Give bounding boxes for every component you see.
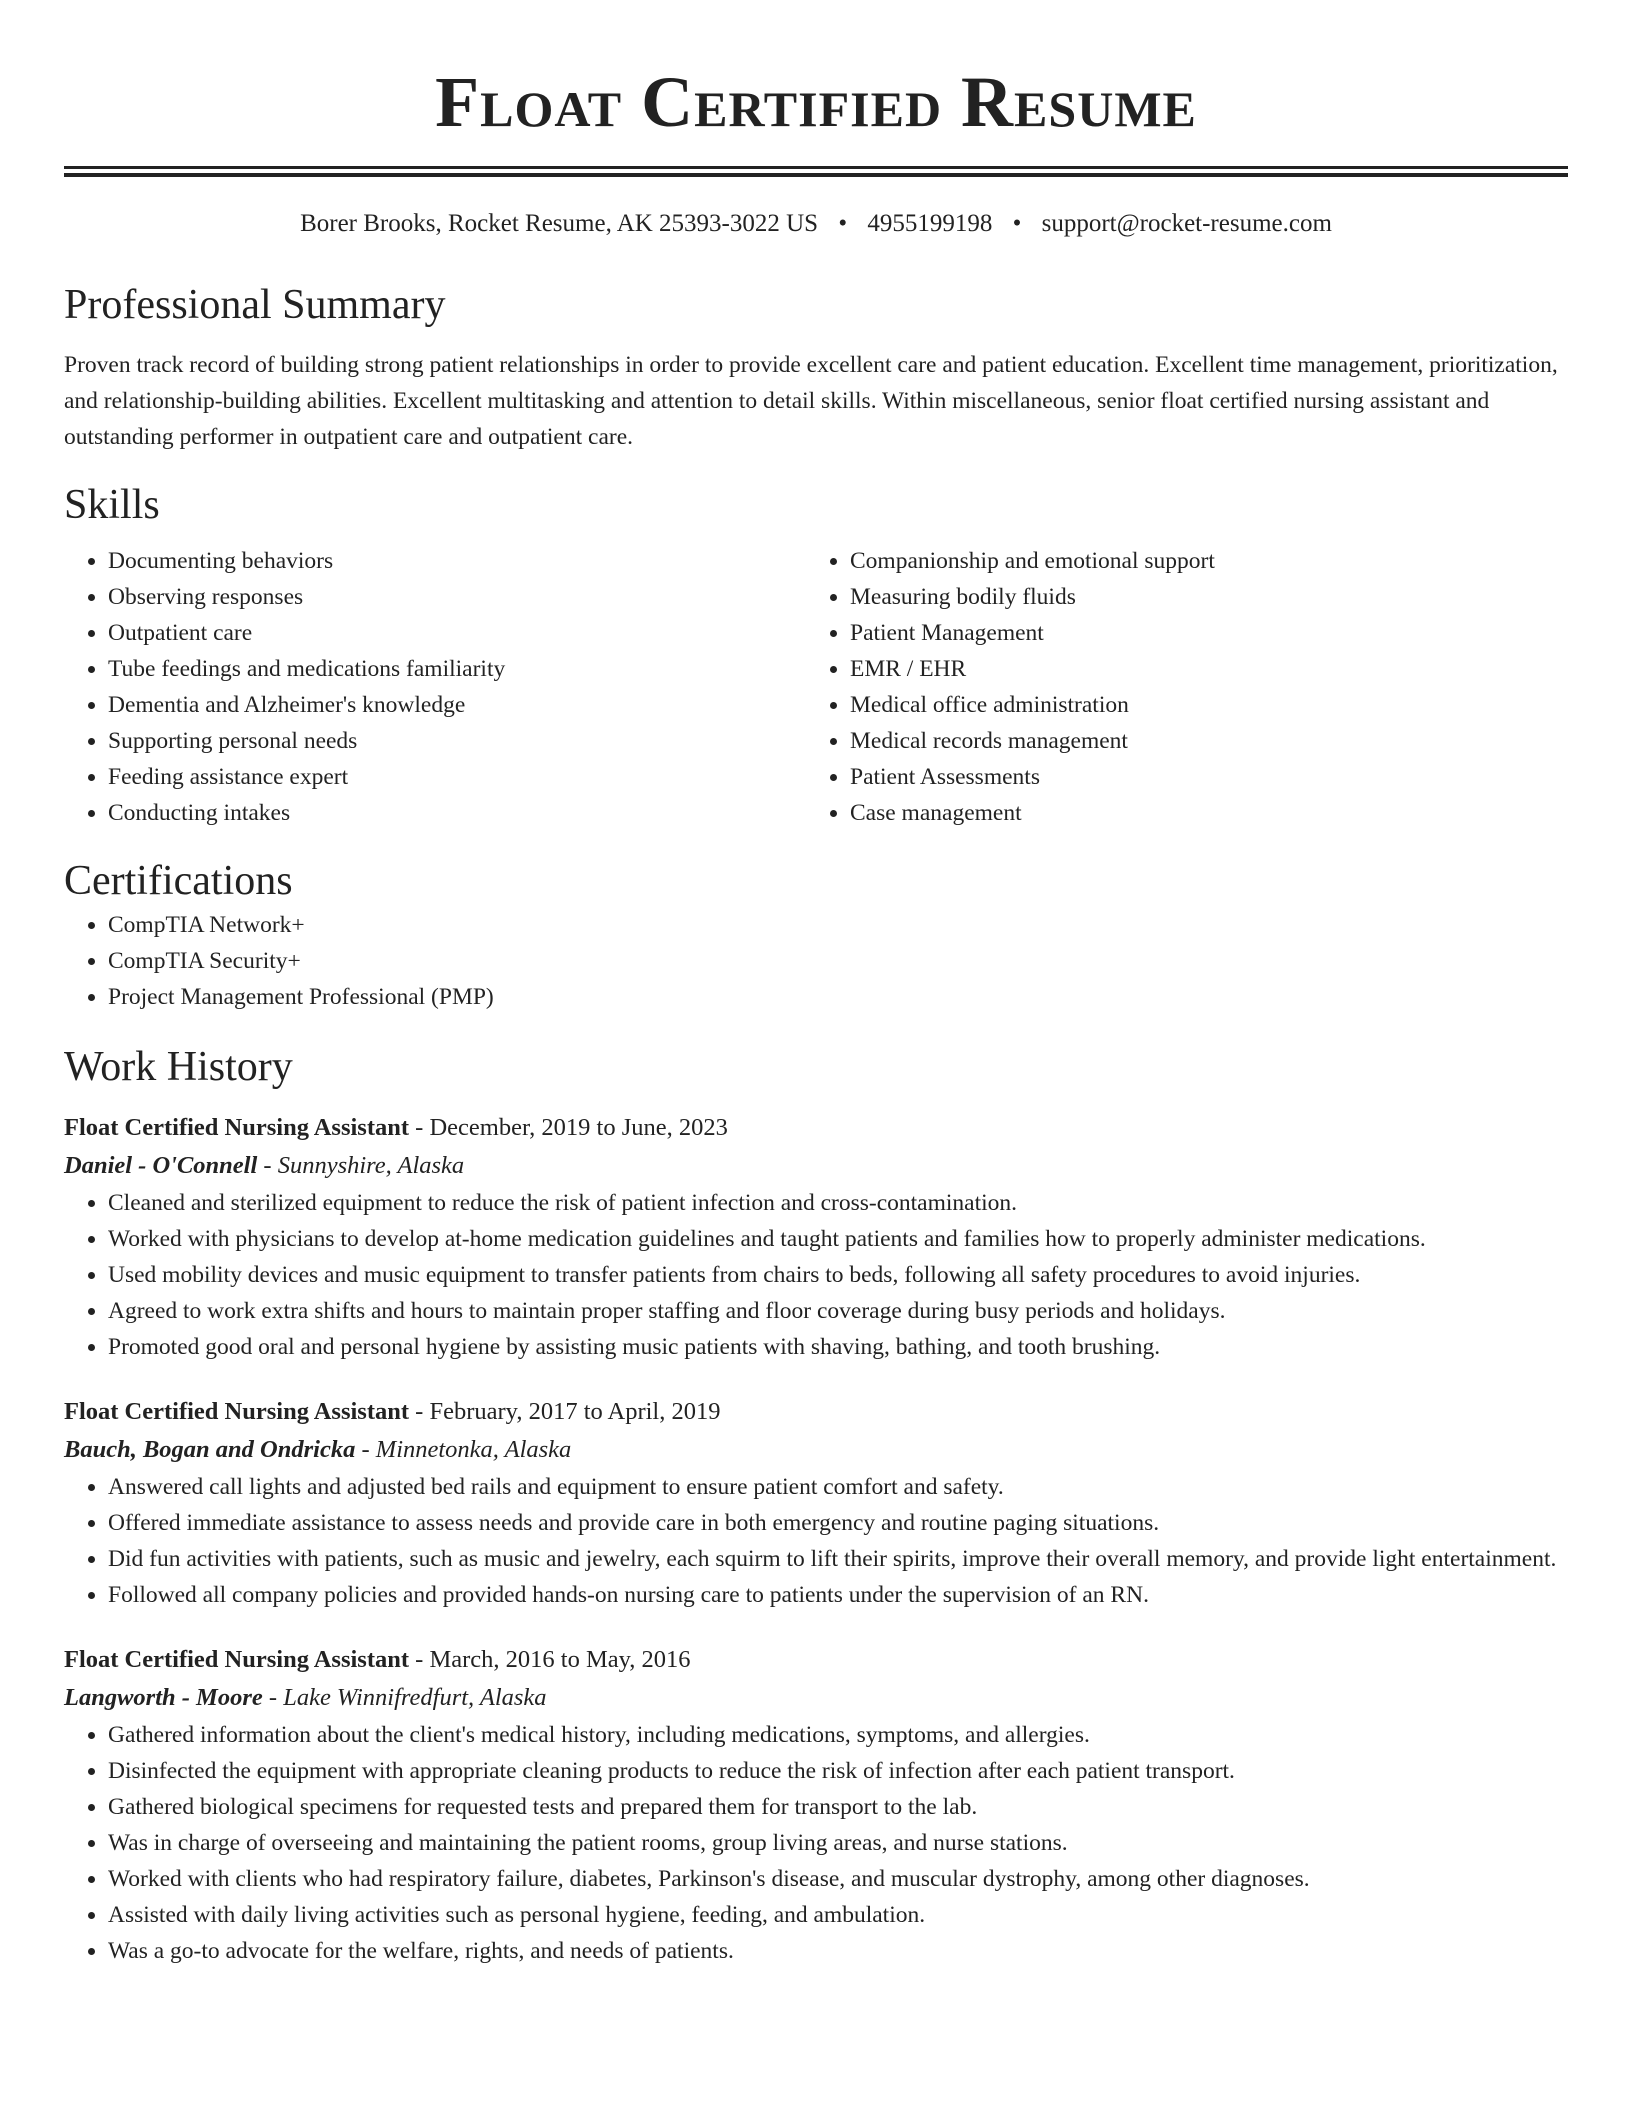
job-location: Sunnyshire, Alaska [277, 1152, 465, 1179]
title-divider [64, 166, 1568, 177]
job-location: Minnetonka, Alaska [375, 1436, 572, 1463]
job-dash: - [257, 1152, 278, 1179]
job-duty: • Used mobility devices and music equipment to transfer patients from chairs to beds, following all safety procedures to avoid injuries. [108, 1257, 1568, 1293]
job-entry [64, 1109, 1568, 1365]
job-duty: • Cleaned and sterilized equipment to reduce the risk of patient infection and cross-contamination. [108, 1185, 1568, 1221]
job-duty: • Was in charge of overseeing and maintaining the patient rooms, group living areas, and nurse stations. [108, 1825, 1568, 1861]
job-duty: • Answered call lights and adjusted bed rails and equipment to ensure patient comfort and safety. [108, 1469, 1568, 1505]
job-employer-line [64, 1431, 1568, 1469]
skill-item: • Medical office administration [850, 687, 1548, 723]
summary-text: Proven track record of building strong patient relationships in order to provide excellent care and patient education. Excellent time management, prioritization, and relationship-building abilities. Excellent multitasking and attention to detail skills. Within miscellaneous, senior float certified nursing assistant and outstanding performer in outpatient care and outpatient care. [64, 352, 1558, 450]
job-employer: Daniel - O'Connell [64, 1152, 258, 1179]
job-title-line [64, 1393, 1568, 1431]
job-dash: - [355, 1436, 376, 1463]
job-duty: • Worked with physicians to develop at-home medication guidelines and taught patients and families how to properly administer medications. [108, 1221, 1568, 1257]
job-duty: • Followed all company policies and provided hands-on nursing care to patients under the supervision of an RN. [108, 1577, 1568, 1613]
certifications-list [64, 907, 1568, 1015]
job-entry [64, 1641, 1568, 1969]
job-duties-list [64, 1185, 1568, 1365]
contact-line [64, 207, 1568, 241]
skill-item: • Companionship and emotional support [850, 543, 1548, 579]
job-duty: • Assisted with daily living activities such as personal hygiene, feeding, and ambulation. [108, 1897, 1568, 1933]
certifications-heading: Certifications [64, 858, 293, 904]
skills-column-right [806, 543, 1548, 831]
skills-heading: Skills [64, 482, 160, 528]
skill-item: • Measuring bodily fluids [850, 579, 1548, 615]
job-duties-list [64, 1469, 1568, 1613]
skill-item: • Outpatient care [108, 615, 806, 651]
skills-list [64, 543, 1568, 831]
job-dash: - [262, 1684, 284, 1711]
job-duty: • Gathered biological specimens for requested tests and prepared them for transport to the lab. [108, 1789, 1568, 1825]
job-duty: • Did fun activities with patients, such as music and jewelry, each squirm to lift their spirits, improve their overall memory, and provide light entertainment. [108, 1541, 1568, 1577]
job-title: Float Certified Nursing Assistant [64, 1114, 410, 1141]
job-dash: - [409, 1398, 430, 1425]
job-employer-line [64, 1679, 1568, 1717]
skill-item: • Dementia and Alzheimer's knowledge [108, 687, 806, 723]
job-dates: March, 2016 to May, 2016 [429, 1646, 691, 1673]
skill-item: • EMR / EHR [850, 651, 1548, 687]
job-dates: February, 2017 to April, 2019 [429, 1398, 721, 1425]
resume-title: Float Certified Resume [435, 62, 1197, 142]
skill-item: • Supporting personal needs [108, 723, 806, 759]
skill-item: • Feeding assistance expert [108, 759, 806, 795]
job-duty: • Worked with clients who had respiratory failure, diabetes, Parkinson's disease, and muscular dystrophy, among other diagnoses. [108, 1861, 1568, 1897]
skill-item: • Tube feedings and medications familiarity [108, 651, 806, 687]
contact-separator: • [1012, 210, 1022, 237]
summary-heading: Professional Summary [64, 282, 446, 328]
job-duty: • Gathered information about the client's medical history, including medications, symptoms, and allergies. [108, 1717, 1568, 1753]
job-title: Float Certified Nursing Assistant [64, 1398, 410, 1425]
skill-item: • Medical records management [850, 723, 1548, 759]
job-employer: Bauch, Bogan and Ondricka [64, 1436, 356, 1463]
job-location: Lake Winnifredfurt, Alaska [283, 1684, 547, 1711]
job-entry [64, 1393, 1568, 1613]
contact-separator: • [838, 210, 848, 237]
job-duty: • Agreed to work extra shifts and hours to maintain proper staffing and floor coverage during busy periods and holidays. [108, 1293, 1568, 1329]
skill-item: • Patient Management [850, 615, 1548, 651]
job-duty: • Disinfected the equipment with appropriate cleaning products to reduce the risk of infection after each patient transport. [108, 1753, 1568, 1789]
job-duties-list [64, 1717, 1568, 1969]
certification-item: • Project Management Professional (PMP) [108, 979, 1568, 1015]
certification-item: • CompTIA Security+ [108, 943, 1568, 979]
skill-item: • Patient Assessments [850, 759, 1548, 795]
job-dash: - [409, 1646, 430, 1673]
job-dash: - [409, 1114, 430, 1141]
skill-item: • Case management [850, 795, 1548, 831]
skill-item: • Documenting behaviors [108, 543, 806, 579]
job-employer: Langworth - Moore [64, 1684, 263, 1711]
job-title-line [64, 1109, 1568, 1147]
job-title: Float Certified Nursing Assistant [64, 1646, 410, 1673]
resume-page [64, 0, 1568, 1969]
certification-item: • CompTIA Network+ [108, 907, 1568, 943]
skills-column-left [64, 543, 806, 831]
contact-email: support@rocket-resume.com [1041, 210, 1332, 237]
skill-item: • Conducting intakes [108, 795, 806, 831]
skill-item: • Observing responses [108, 579, 806, 615]
job-title-line [64, 1641, 1568, 1679]
job-duty: • Promoted good oral and personal hygiene by assisting music patients with shaving, bathing, and tooth brushing. [108, 1329, 1568, 1365]
job-duty: • Offered immediate assistance to assess needs and provide care in both emergency and routine paging situations. [108, 1505, 1568, 1541]
job-duty: • Was a go-to advocate for the welfare, rights, and needs of patients. [108, 1933, 1568, 1969]
job-employer-line [64, 1147, 1568, 1185]
contact-address: Borer Brooks, Rocket Resume, AK 25393-3022 US [300, 210, 819, 237]
work-history-heading: Work History [64, 1044, 293, 1090]
contact-phone: 4955199198 [867, 210, 993, 237]
job-dates: December, 2019 to June, 2023 [429, 1114, 728, 1141]
